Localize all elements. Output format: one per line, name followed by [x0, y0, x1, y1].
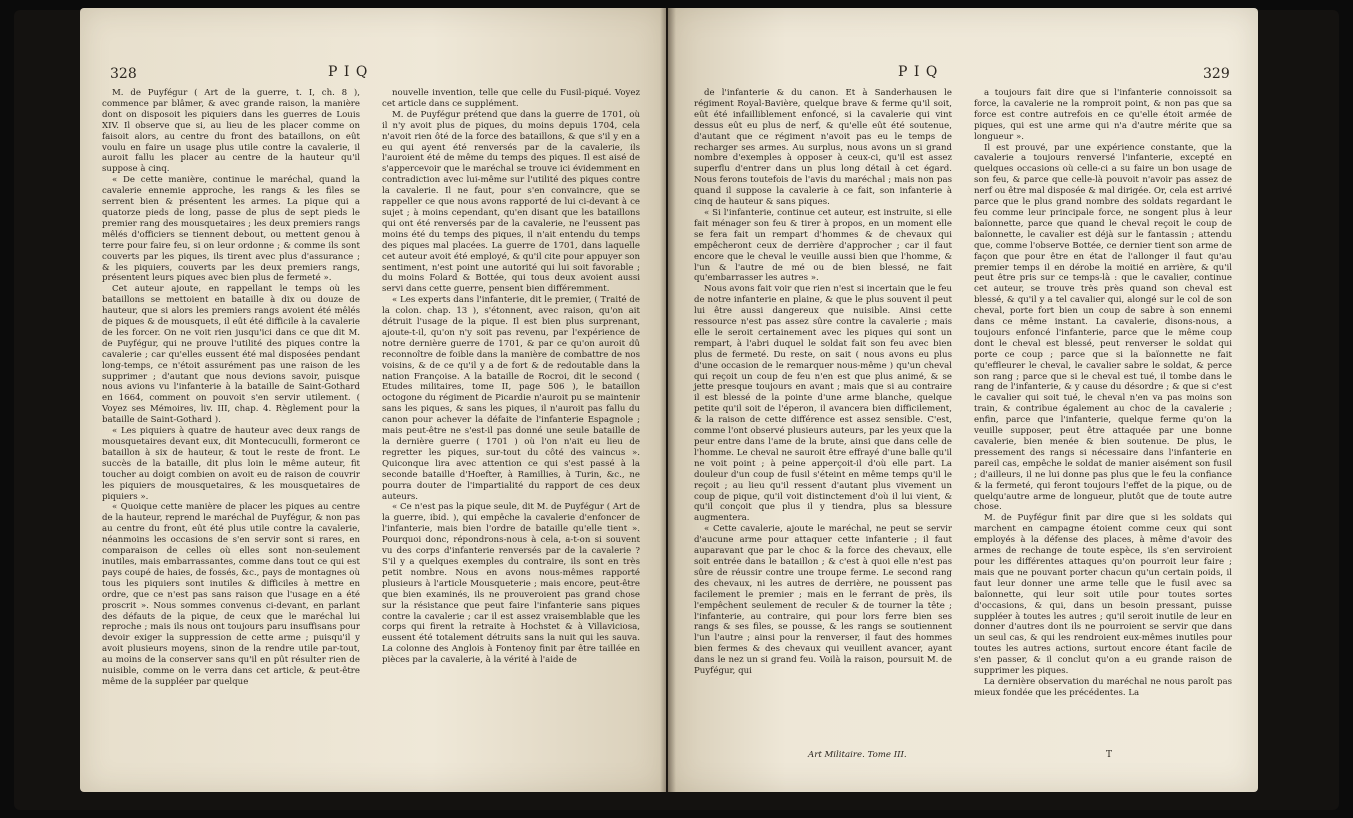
left-page — [80, 8, 666, 792]
paragraph: « Quoique cette manière de placer les piques au centre de la hauteur, reprend le maréchal de Puyfégur, & non pas au centre du front, eût été plus utile contre la cavalerie, néanmoins les occasions de s'en servir sont si rares, en comparaison de celles où elles sont non-seulement inutiles, mais embarrassantes, comme dans tout ce qui est pays coupé de haies, de fossés, &c., pays de montagnes où tous les piquiers sont inutiles & difficiles à mettre en ordre, que ce n'est pas sans raison que l'usage en a été proscrit ». Nous sommes convenus ci-devant, en parlant des défauts de la pique, de ceux que le maréchal lui reproche ; mais ils nous ont toujours paru insuffisans pour devoir exiger la suppression de cette arme ; puisqu'il y avoit plusieurs moyens, sinon de la rendre utile par-tout, au moins de la conserver sans qu'il en pût résulter rien de nuisible, comme on le verra dans cet article, & peut-être même de la suppléer par quelque — [102, 502, 360, 687]
paragraph: de l'infanterie & du canon. Et à Sanderhausen le régiment Royal-Bavière, quelque brave & ferme qu'il soit, eût été infailliblement enfoncé, si la cavalerie qui vint dessus eût eu plus de nerf, & qu'elle eût été soutenue, d'autant que ce régiment n'avoit pas eu le temps de recharger ses armes. Au surplus, nous avons un si grand nombre d'exemples à opposer à ceux-ci, qu'il est assez superflu d'entrer dans un plus long détail à cet égard. Nous ferons toutefois de l'avis du maréchal ; mais non pas quand il suppose la cavalerie à ce fait, son infanterie à cinq de hauteur & sans piques. — [694, 88, 952, 208]
paragraph: Il est prouvé, par une expérience constante, que la cavalerie a toujours renversé l'infanterie, excepté en quelques occasions où celle-ci a su faire un bon usage de son feu, & parce que celle-là pouvoit n'avoir pas assez de nerf ou être mal disposée & mal dirigée. Or, cela est arrivé parce que le plus grand nombre des soldats regardant le feu comme leur principale force, ne songent plus à leur baïonnette, parce que quand le cheval reçoit le coup de baïonnette, le cavalier est déjà sur le fantassin ; attendu que, comme l'observe Bottée, ce dernier tient son arme de façon que pour être en état de l'allonger il faut qu'au premier temps il en dérobe la moitié en arrière, & qu'il peut être pris sur ce temps-là : que le cavalier, continue cet auteur, se trouve très près quand son cheval est blessé, & qu'il y a tel cavalier qui, alongé sur le col de son cheval, porte fort bien un coup de sabre à son ennemi dans ce même instant. La cavalerie, disons-nous, a toujours enfoncé l'infanterie, parce que le même coup dont le cheval est blessé, peut renverser le soldat qui porte ce coup ; parce que si la baïonnette ne fait qu'effleurer le cheval, le cavalier sabre le soldat, & perce son rang ; parce que si le cheval est tué, il tombe dans le rang de l'infanterie, & y cause du désordre ; & que si c'est le cavalier qui soit tué, le cheval n'en va pas moins son train, & contribue également au choc de la cavalerie ; enfin, parce que l'infanterie, quelque ferme qu'on la veuille supposer, peut être attaquée par une bonne cavalerie, bien menée & bien soutenue. De plus, le pressement des rangs si nécessaire dans l'infanterie en pareil cas, empêche le soldat de manier aisément son fusil ; d'ailleurs, il ne lui donne pas plus que le feu la confiance & la fermeté, qui feront toujours l'effet de la pique, ou de quelqu'autre arme de longueur, plutôt que de toute autre chose. — [974, 142, 1232, 513]
paragraph: Cet auteur ajoute, en rappellant le temps où les bataillons se mettoient en bataille à dix ou douze de hauteur, que si alors les premiers rangs avoient été mêlés de piques & de mousquets, il eût été difficile à la cavalerie de les forcer. On ne voit rien jusqu'ici dans ce que dit M. de Puyfégur, qui ne prouve l'utilité des piques contre la cavalerie ; car qu'elles eussent été mal disposées pendant long-temps, ce n'étoit assurément pas une raison de les supprimer ; d'autant que nous devions savoir, puisque nous avions vu l'infanterie à la bataille de Saint-Gothard en 1664, comment on pouvoit s'en servir utilement. ( Voyez ses Mémoires, liv. III, chap. 4. Règlement pour la bataille de Saint-Gothard ). — [102, 284, 360, 426]
paragraph: Nous avons fait voir que rien n'est si incertain que le feu de notre infanterie en plaine, & que le plus souvent il peut lui être aussi dangereux que nuisible. Ainsi cette ressource n'est pas assez sûre contre la cavalerie ; mais elle le seroit certainement avec les piques qui sont un rempart, à l'abri duquel le soldat fait son feu avec bien plus de fermeté. Du reste, on sait ( nous avons eu plus d'une occasion de le remarquer nous-même ) qu'un cheval qui reçoit un coup de feu n'en est que plus animé, & se jette presque toujours en avant ; mais que si au contraire il est blessé de la pointe d'une arme blanche, quelque petite qu'il soit de l'éperon, il avancera bien difficilement, & la raison de cette différence est assez sensible. C'est, comme l'ont observé plusieurs auteurs, par les yeux que la peur entre dans l'ame de la brute, ainsi que dans celle de l'homme. Le cheval ne sauroit être effrayé d'une balle qu'il ne voit point ; à peine apperçoit-il d'où elle part. La douleur d'un coup de fusil s'éteint en même temps qu'il le reçoit ; au lieu qu'il ressent d'autant plus vivement un coup de pique, qu'il voit distinctement d'où il lui vient, & qu'il conçoit que plus il y tiendra, plus sa blessure augmentera. — [694, 284, 952, 524]
paragraph: « Les experts dans l'infanterie, dit le premier, ( Traité de la colon. chap. 13 ), s'étonnent, avec raison, qu'on ait détruit l'usage de la pique. Il est bien plus surprenant, ajoute-t-il, qu'on n'y soit pas revenu, par l'expérience de notre dernière guerre de 1701, & par ce qu'on auroit dû reconnoître de foible dans la manière de combattre de nos voisins, & de ce qu'il y a de fort & de redoutable dans la nation Françoise. A la bataille de Rocroi, dit le second ( Etudes militaires, tome II, page 506 ), le bataillon octogone du régiment de Picardie n'auroit pu se maintenir sans les piques, & sans les piques, il n'auroit pas fallu du canon pour achever la défaite de l'infanterie Espagnole ; mais peut-être ne s'est-il pas donné une seule bataille de la dernière guerre ( 1701 ) où l'on n'ait eu lieu de regretter les piques, sur-tout du côté des vaincus ». Quiconque lira avec attention ce qui s'est passé à la seconde bataille d'Hoefter, à Ramillies, à Turin, &c., ne pourra douter de l'impartialité du rapport de ces deux auteurs. — [382, 295, 640, 502]
book-gutter — [660, 8, 676, 792]
paragraph: « Cette cavalerie, ajoute le maréchal, ne peut se servir d'aucune arme pour attaquer cette infanterie ; il faut auparavant que par le choc & la force des chevaux, elle soit entrée dans le bataillon ; & c'est à quoi elle n'est pas sûre de réussir contre une troupe ferme. Le second rang des chevaux, ni les autres de derrière, ne poussent pas facilement le premier ; mais en le ferrant de près, ils l'empêchent seulement de reculer & de tourner la tête ; l'infanterie, au contraire, qui pour lors ferre bien ses rangs & ses files, se pousse, & les rangs se soutiennent l'un l'autre ; ainsi pour la renverser, il faut des hommes bien fermes & des chevaux qui veuillent avancer, ayant dans le nez un si grand feu. Voilà la raison, poursuit M. de Puyfégur, qui — [694, 524, 952, 677]
paragraph: nouvelle invention, telle que celle du Fusil-piqué. Voyez cet article dans ce supplément. — [382, 88, 640, 109]
right-column-1 — [694, 88, 952, 677]
paragraph: « Ce n'est pas la pique seule, dit M. de Puyfégur ( Art de la guerre, ibid. ), qui empêche la cavalerie d'enfoncer de l'infanterie, mais bien l'ordre de bataille qu'elle tient ». Pourquoi donc, répondrons-nous à cela, a-t-on si souvent vu des corps d'infanterie renversés par de la cavalerie ? S'il y a quelques exemples du contraire, ils sont en très petit nombre. Nous en avons nous-mêmes rapporté plusieurs à l'article Mousqueterie ; mais encore, peut-être que bien examinés, ils ne prouveroient pas grand chose sur la résistance que peut faire l'infanterie sans piques contre la cavalerie ; car il est assez vraisemblable que les corps qui firent la retraite à Hochstet & à Villaviciosa, eussent été totalement détruits sans la nuit qui les sauva. La colonne des Anglois à Fontenoy finit par être taillée en pièces par la cavalerie, à la vérité à l'aide de — [382, 502, 640, 666]
right-page-number: 329 — [1203, 66, 1230, 82]
paragraph: M. de Puyfégur ( Art de la guerre, t. I, ch. 8 ), commence par blâmer, & avec grande raison, la manière dont on disposoit les piquiers dans les guerres de Louis XIV. Il observe que si, au lieu de les placer comme on faisoit alors, au centre du front des bataillons, on eût voulu en faire un usage plus utile contre la cavalerie, il auroit fallu les placer au centre de la hauteur qu'il suppose à cinq. — [102, 88, 360, 175]
footer-title: Art Militaire. Tome III. — [808, 750, 907, 760]
paragraph: M. de Puyfégur finit par dire que si les soldats qui marchent en campagne étoient comme ceux qui sont employés à la défense des places, à même d'avoir des armes de rechange de toute espèce, ils s'en serviroient pour les différentes attaques qu'on pourroit leur faire ; mais que ne pouvant porter chacun qu'un certain poids, il faut leur donner une arme telle que le fusil avec sa baïonnette, qui leur soit utile pour toutes sortes d'occasions, & qui, dans un besoin pressant, puisse suppléer à toutes les autres ; qu'il seroit inutile de leur en donner d'autres dont ils ne pourroient se servir que dans un seul cas, & qui les rendroient eux-mêmes inutiles pour toutes les autres actions, surtout encore étant facile de s'en passer, & il conclut qu'on a eu grande raison de supprimer les piques. — [974, 513, 1232, 677]
paragraph: La dernière observation du maréchal ne nous paroît pas mieux fondée que les précédentes. La — [974, 676, 1232, 698]
paragraph: « Si l'infanterie, continue cet auteur, est instruite, si elle fait ménager son feu & tirer à propos, en un moment elle se fera fait un rempart d'hommes & de chevaux qui empêcheront ceux de derrière d'approcher ; car il faut encore que le cheval le veuille aussi bien que l'homme, & l'un & l'autre de mé ou de bien blessé, ne fait qu'embarrasser les autres ». — [694, 207, 952, 284]
left-page-number: 328 — [110, 66, 137, 82]
right-column-2 — [974, 88, 1232, 699]
left-running-head: P I Q — [328, 64, 369, 80]
paragraph: « De cette manière, continue le maréchal, quand la cavalerie ennemie approche, les rangs & les files se serrent bien & présentent les armes. La pique qui a quatorze pieds de long, passe de plus de sept pieds le premier rang des mousquetaires ; les deux premiers rangs mêlés d'officiers se tiennent debout, ou mettent genou à terre pour faire feu, si on leur ordonne ; & comme ils sont couverts par les piques, ils tirent avec plus d'assurance ; & les piquiers, couverts par les deux premiers rangs, présentent leurs piques avec bien plus de fermeté ». — [102, 175, 360, 284]
right-page — [668, 8, 1258, 792]
paragraph: M. de Puyfégur prétend que dans la guerre de 1701, où il n'y avoit plus de piques, du moins depuis 1704, cela n'avoit rien ôté de la force des bataillons, & que s'il y en a eu qui ayent été renversés par de la cavalerie, ils l'auroient été de même du temps des piques. Il est aisé de s'appercevoir que le maréchal se trouve ici évidemment en contradiction avec lui-même sur l'utilité des piques contre la cavalerie. Il ne faut, pour s'en convaincre, que se rappeller ce que nous avons rapporté de lui ci-devant à ce sujet ; à moins cependant, qu'en disant que les bataillons qui ont été renversés par de la cavalerie, ne l'eussent pas moins été du temps des piques, il n'ait entendu du temps des piques mal placées. La guerre de 1701, dans laquelle cet auteur avoit été employé, & qu'il cite pour appuyer son sentiment, n'est point une autorité qui lui soit favorable ; du moins Folard & Bottée, qui tous deux avoient aussi servi dans cette guerre, pensent bien différemment. — [382, 109, 640, 295]
signature-mark: T — [1106, 750, 1113, 760]
paragraph: « Les piquiers à quatre de hauteur avec deux rangs de mousquetaires devant eux, dit Montecuculli, formeront ce bataillon à six de hauteur, & tout le reste de front. Le succès de la bataille, dit plus loin le même auteur, fit toucher au doigt combien on avoit eu de raison de couvrir les piquiers de mousquetaires, & les mousquetaires de piquiers ». — [102, 426, 360, 502]
paragraph: a toujours fait dire que si l'infanterie connoissoit sa force, la cavalerie ne la romproit point, & non pas que sa force est contre autrefois en ce qu'elle étoit armée de piques, qui est une arme qui n'a d'autre mérite que sa longueur ». — [974, 88, 1232, 142]
right-running-head: P I Q — [898, 64, 939, 80]
left-column-2 — [382, 88, 640, 666]
left-column-1 — [102, 88, 360, 688]
